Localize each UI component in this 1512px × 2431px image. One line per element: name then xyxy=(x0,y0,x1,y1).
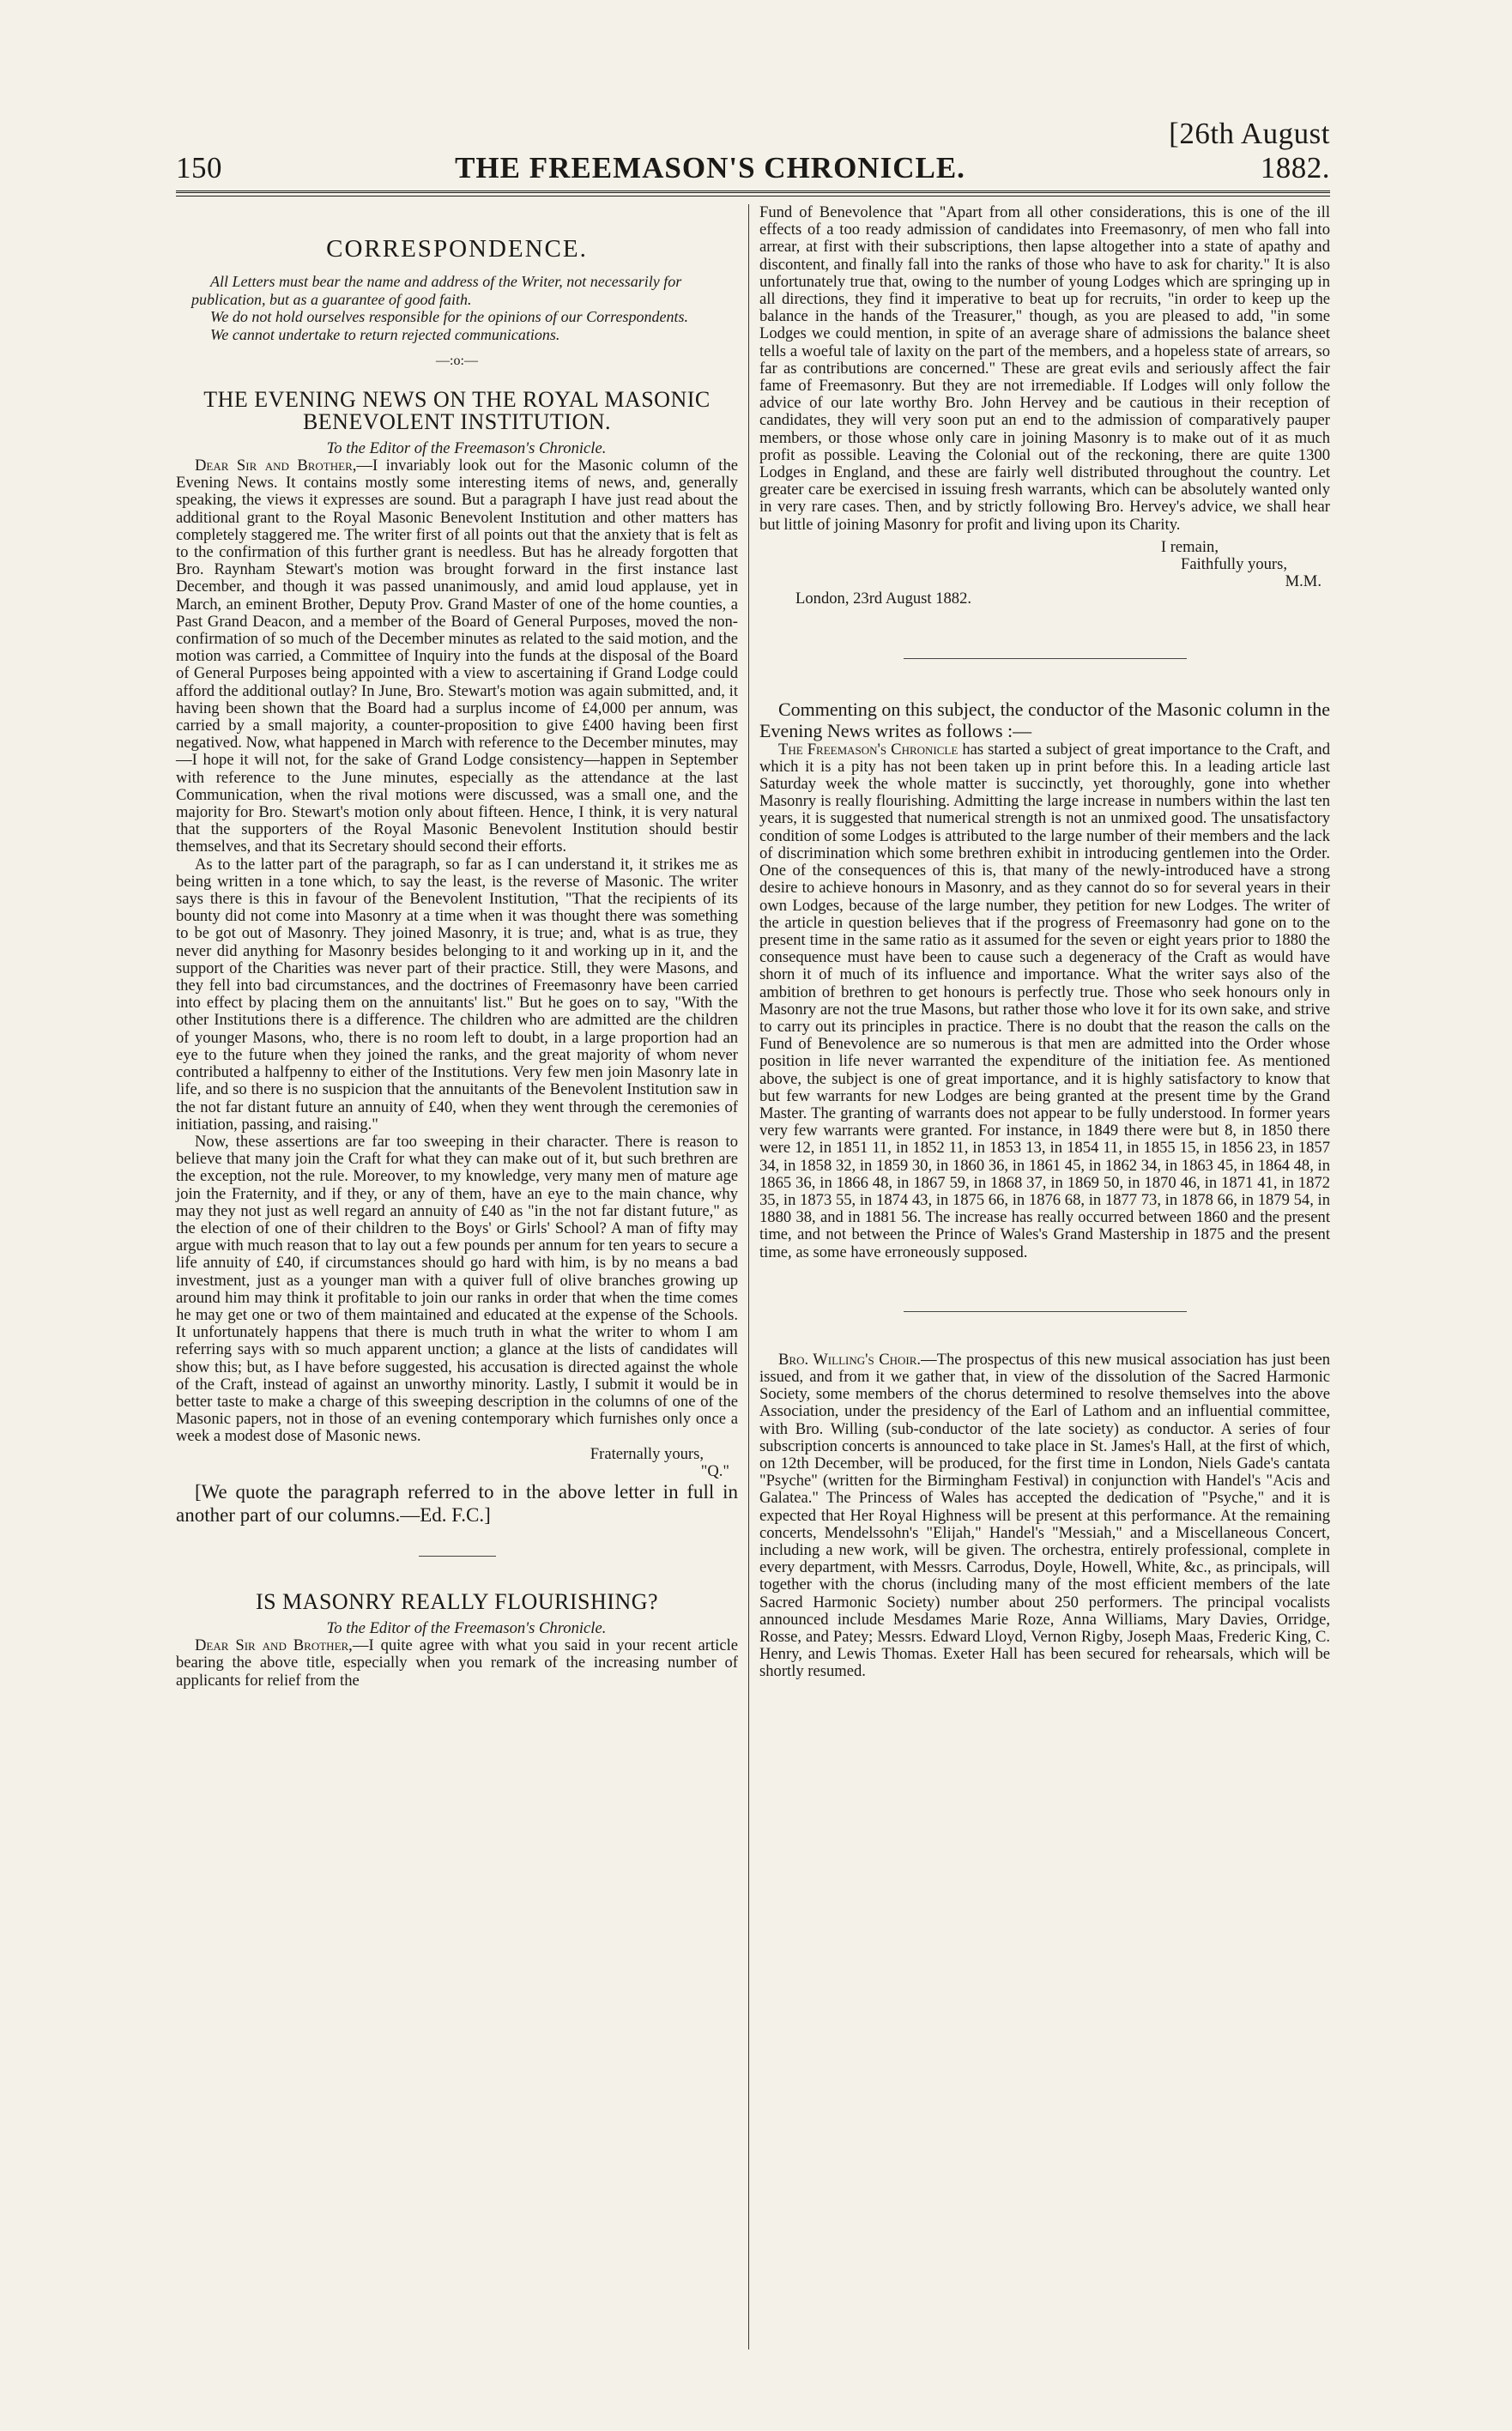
letter1-to-editor: To the Editor of the Freemason's Chronicle. xyxy=(326,438,607,457)
choir-lead: Bro. Willing's Choir. xyxy=(778,1350,922,1369)
commentary-intro: Commenting on this subject, the conductor of the Masonic column in the Evening News writes as follows :— xyxy=(759,698,1330,741)
ornament-divider: —:o:— xyxy=(436,353,478,368)
masthead xyxy=(176,117,1330,185)
letter2-continuation: Fund of Benevolence that "Apart from all other considerations, this is one of the ill effects of a too ready admission of candidates into Freemasonry, of men who fall into arrear, at first with their subscriptions, then lapse altogether into a state of apathy and discontent, and finally fall into the ranks of those who have to ask for charity." It is also unfortunately true that, owing to the number of young Lodges which are springing up in all directions, they find it imperative to beat up for recruits, "in order to keep up the balance in the hands of the Treasurer," though, as you are pleased to add, "in some Lodges we could mention, in spite of an average share of admissions the balance sheet tells a woeful tale of laxity on the part of the members, and a hopeless state of arrears, so far as contributions are concerned." These are great evils and seriously affect the fair fame of Freemasonry. But they are not irremediable. If Lodges will only follow the advice of our late worthy Bro. John Hervey and be cautious in their reception of candidates, they will very soon put an end to the admission of comparatively pauper members, or those whose only care in joining Masonry is to make out of it as much profit as possible. Leaving the Colonial out of the reckoning, there are quite 1300 Lodges in England, and these are fairly well distributed throughout the country. Let greater care be exercised in issuing fresh warrants, which can be absolutely wanted only in very rare cases. Then, and by strictly following Bro. Hervey's advice, we shall hear but little of joining Masonry for profit and living upon its Charity. xyxy=(759,203,1330,534)
letter1-heading: THE EVENING NEWS ON THE ROYAL MASONIC BENEVOLENT INSTITUTION. xyxy=(203,386,711,434)
masthead-rule xyxy=(176,190,1330,197)
letter1-closing: Fraternally yours, xyxy=(590,1444,704,1463)
choir-paragraph xyxy=(759,1352,1330,1681)
newspaper-title: THE FREEMASON'S CHRONICLE. xyxy=(455,151,965,184)
letter2-opening xyxy=(176,1637,738,1690)
letter1-paragraph-3: Now, these assertions are far too sweeping in their character. There is reason to believe that many join the Craft for what they can make out of it, but such brethren are the exception, not the rule. Moreover, to my knowledge, very many men of mature age join the Fraternity, and if they, or any of them, have an eye to the main chance, why may they not just as well regard an annuity of £40 as "in the not far distant future," as the election of one of their children to the Boys' or Girls' School? A man of fifty may argue with much reason that to lay out a few pounds per annum for ten years to secure a life annuity of £40, if circumstances should go hard with him, is by no means a bad investment, just as a younger man with a quiver full of olive branches growing up around him may think it profitable to join our ranks in order that when the time comes he may get one or two of them maintained and educated at the expense of the Schools. It unfortunately happens that there is much truth in what the writer to whom I am referring says with so much apparent unction; a glance at the lists of candidates will show this; but, as I have before suggested, his accusation is directed against the whole of the Craft, instead of against an unworthy minority. Lastly, I submit it would be in better taste to make a charge of this sweeping description in the columns of one of the Masonic papers, not in those of an evening contemporary which furnishes only once a week a modest dose of Masonic news. xyxy=(176,1132,738,1446)
page-number: 150 xyxy=(176,151,222,184)
letter1-salutation: Dear Sir and Brother, xyxy=(195,456,357,475)
correspondence-title: CORRESPONDENCE. xyxy=(326,235,588,263)
letter1-paragraph-1-text: —I invariably look out for the Masonic column of the Evening News. It contains mostly some interesting items of news, and, generally speaking, the views it expresses are sound. But a paragraph I have just read about the additional grant to the Royal Masonic Benevolent Institution and other matters has completely staggered me. The writer first of all points out that the anxiety that is felt as to the confirmation of this further grant is needless. But has he already forgotten that Bro. Raynham Stewart's motion was brought forward in the first instance last December, and though it was passed unanimously, and amid loud applause, yet in March, an eminent Brother, Deputy Prov. Grand Master of one of the home counties, a Past Grand Deacon, and a member of the Board of General Purposes, moved the non-confirmation of so much of the December minutes as related to the said motion, and the motion was carried, a Committee of Inquiry into the funds at the disposal of the Board of General Purposes being appointed with a view to ascertaining if Grand Lodge could afford the additional outlay? In June, Bro. Stewart's motion was again submitted, and, it having been shown that the Board had a surplus income of £4,000 per annum, was carried by a small majority, a counter-proposition to give £400 having been first negatived. Now, what happened in March with reference to the December minutes, may—I hope it will not, for the sake of Grand Lodge consistency—happen in September with reference to the June minutes, especially as the attendance at the last Communication, when the rival motions were discussed, was a small one, and the majority for Bro. Stewart's motion only about fifteen. Hence, I think, it is very natural that the supporters of the Royal Masonic Benevolent Institution should bestir themselves, and that its Secretary should second their efforts. xyxy=(176,456,738,856)
section-rule xyxy=(419,1556,496,1557)
notice-rejected: We cannot undertake to return rejected communications. xyxy=(210,325,560,343)
notice-opinions: We do not hold ourselves responsible for the opinions of our Correspondents. xyxy=(210,308,688,326)
letter1-paragraph-1 xyxy=(176,457,738,856)
letter2-opening-text: —I quite agree with what you said in your recent article bearing the above title, especially when you remark of the increasing number of applicants for relief from the xyxy=(176,1636,738,1690)
letter2-heading: IS MASONRY REALLY FLOURISHING? xyxy=(255,1588,659,1614)
letter2-salutation: Dear Sir and Brother, xyxy=(195,1636,353,1655)
choir-text: —The prospectus of this new musical association has just been issued, and from it we gather that, in view of the dissolution of the Sacred Harmonic Society, some members of the chorus determined to resolve themselves into the above Association, under the presidency of the Earl of Lathom and an influential committee, with Bro. Willing (sub-conductor of the late society) as conductor. A series of four subscription concerts is announced to take place in St. James's Hall, at the first of which, on 12th December, will be produced, for the first time in London, Niels Gade's cantata "Psyche" (written for the Birmingham Festival) in conjunction with Handel's "Acis and Galatea." The Princess of Wales has accepted the dedication of "Psyche," and it is expected that Her Royal Highness will be present at this performance. At the remaining concerts, Mendelssohn's "Elijah," Handel's "Messiah," and a Miscellaneous Concert, including a new work, will be given. The orchestra, entirely professional, complete in every department, with Messrs. Carrodus, Doyle, Howell, White, &c., as principals, will together with the chorus (including many of the most efficient members of the late Sacred Harmonic Society) number about 250 performers. The principal vocalists announced include Mesdames Marie Roze, Anna Williams, Mary Davies, Orridge, Rosse, and Patey; Messrs. Edward Lloyd, Vernon Rigby, Joseph Maas, Frederic King, C. Henry, and Lewis Thomas. Exeter Hall has been secured for rehearsals, which will be shortly resumed. xyxy=(759,1350,1330,1681)
letter1-signature: "Q." xyxy=(700,1461,729,1480)
letter2-dateline: London, 23rd August 1882. xyxy=(795,590,972,608)
commentary-paragraph xyxy=(759,741,1330,1261)
right-column xyxy=(759,204,1330,1681)
commentary-text: has started a subject of great importance to the Craft, and which it is a pity has not been taken up in print before this. In a leading article last Saturday week the whole matter is succinctly, yet thoroughly, gone into whether Masonry is really flourishing. Admitting the large increase in numbers within the last ten years, it is suggested that numerical strength is not an unmixed good. The unsatisfactory condition of some Lodges is attributed to the large number of their members and the lack of discrimination which some brethren exhibit in introducing gentlemen into the Order. One of the consequences of this is, that many of the newly-introduced have a strong desire to achieve honours in Masonry, and as they cannot do so for several years in their own Lodges, because of the large number, they petition for new Lodges. The writer of the article in question believes that if the progress of Freemasonry had gone on to the present time in the same ratio as it assumed for the seven or eight years prior to 1880 the consequence must have been to cause such a degeneracy of the Craft as would have shorn it of much of its influence and importance. What the writer says also of the ambition of brethren to get honours is perfectly true. Those who seek honours only in Masonry are not the true Masons, but rather those who love it for its own sake, and strive to carry out its principles in practice. There is no doubt that the reason the calls on the Fund of Benevolence are so numerous is that men are admitted into the Order whose position in life never warranted the expenditure of the initiation fee. As mentioned above, the subject is one of great importance, and it is highly satisfactory to know that but few warrants for new Lodges are being granted at the present time by the Grand Master. The granting of warrants does not appear to be fully understood. In former years very few warrants were granted. For instance, in 1849 there were but 8, in 1850 there were 12, in 1851 11, in 1852 11, in 1853 13, in 1854 11, in 1855 15, in 1856 23, in 1857 34, in 1858 32, in 1859 30, in 1860 36, in 1861 45, in 1862 34, in 1863 45, in 1864 48, in 1865 36, in 1866 48, in 1867 59, in 1868 37, in 1869 50, in 1870 46, in 1871 41, in 1872 35, in 1873 55, in 1874 43, in 1875 66, in 1876 68, in 1877 73, in 1878 66, in 1879 54, in 1880 38, and in 1881 56. The increase has really occurred between 1860 and the present time, and not between the Prince of Wales's Grand Mastership in 1875 and the present time, as some have erroneously supposed. xyxy=(759,740,1330,1261)
editor-note: [We quote the paragraph referred to in the above letter in full in another part of our columns.—Ed. F.C.] xyxy=(176,1480,738,1526)
letter2-closing-2: Faithfully yours, xyxy=(1181,555,1287,574)
commentary-lead: The Freemason's Chronicle xyxy=(778,740,959,759)
letter2-signature: M.M. xyxy=(1285,572,1321,591)
section-rule-2 xyxy=(904,658,1187,659)
letter2-to-editor: To the Editor of the Freemason's Chronicle. xyxy=(326,1618,607,1637)
column-divider xyxy=(748,204,749,2349)
issue-date: [26th August 1882. xyxy=(1169,117,1330,184)
section-rule-3 xyxy=(904,1311,1187,1312)
notice-letters: All Letters must bear the name and address of the Writer, not necessarily for publication, but as a guarantee of good faith. xyxy=(191,273,682,308)
left-column xyxy=(176,204,738,1690)
letter2-closing-1: I remain, xyxy=(1160,537,1219,556)
letter1-paragraph-2: As to the latter part of the paragraph, so far as I can understand it, it strikes me as being written in a tone which, to say the least, is the reverse of Masonic. The writer says there is this in favour of the Benevolent Institution, "That the recipients of its bounty did not come into Masonry at a time when it was thought there was something to be got out of Masonry. They joined Masonry, it is true; and, what is as true, they never did anything for Masonry besides belonging to it and working up in it, and the support of the Charities was never part of their practice. Still, they were Masons, and they fell into bad circumstances, and the doctrines of Freemasonry have been carried into effect by placing them on the annuitants' list." But he goes on to say, "With the other Institutions there is a difference. The children who are admitted are the children of younger Masons, who, there is no room left to doubt, in a large proportion had an eye to the future when they joined the ranks, and the great majority of whom never contributed a halfpenny to either of the Institutions. Very few men join Masonry late in life, and so there is no suspicion that the annuitants of the Benevolent Institution saw in the not far distant future an annuity of £40, when they went through the ceremonies of initiation, passing, and raising." xyxy=(176,855,738,1134)
